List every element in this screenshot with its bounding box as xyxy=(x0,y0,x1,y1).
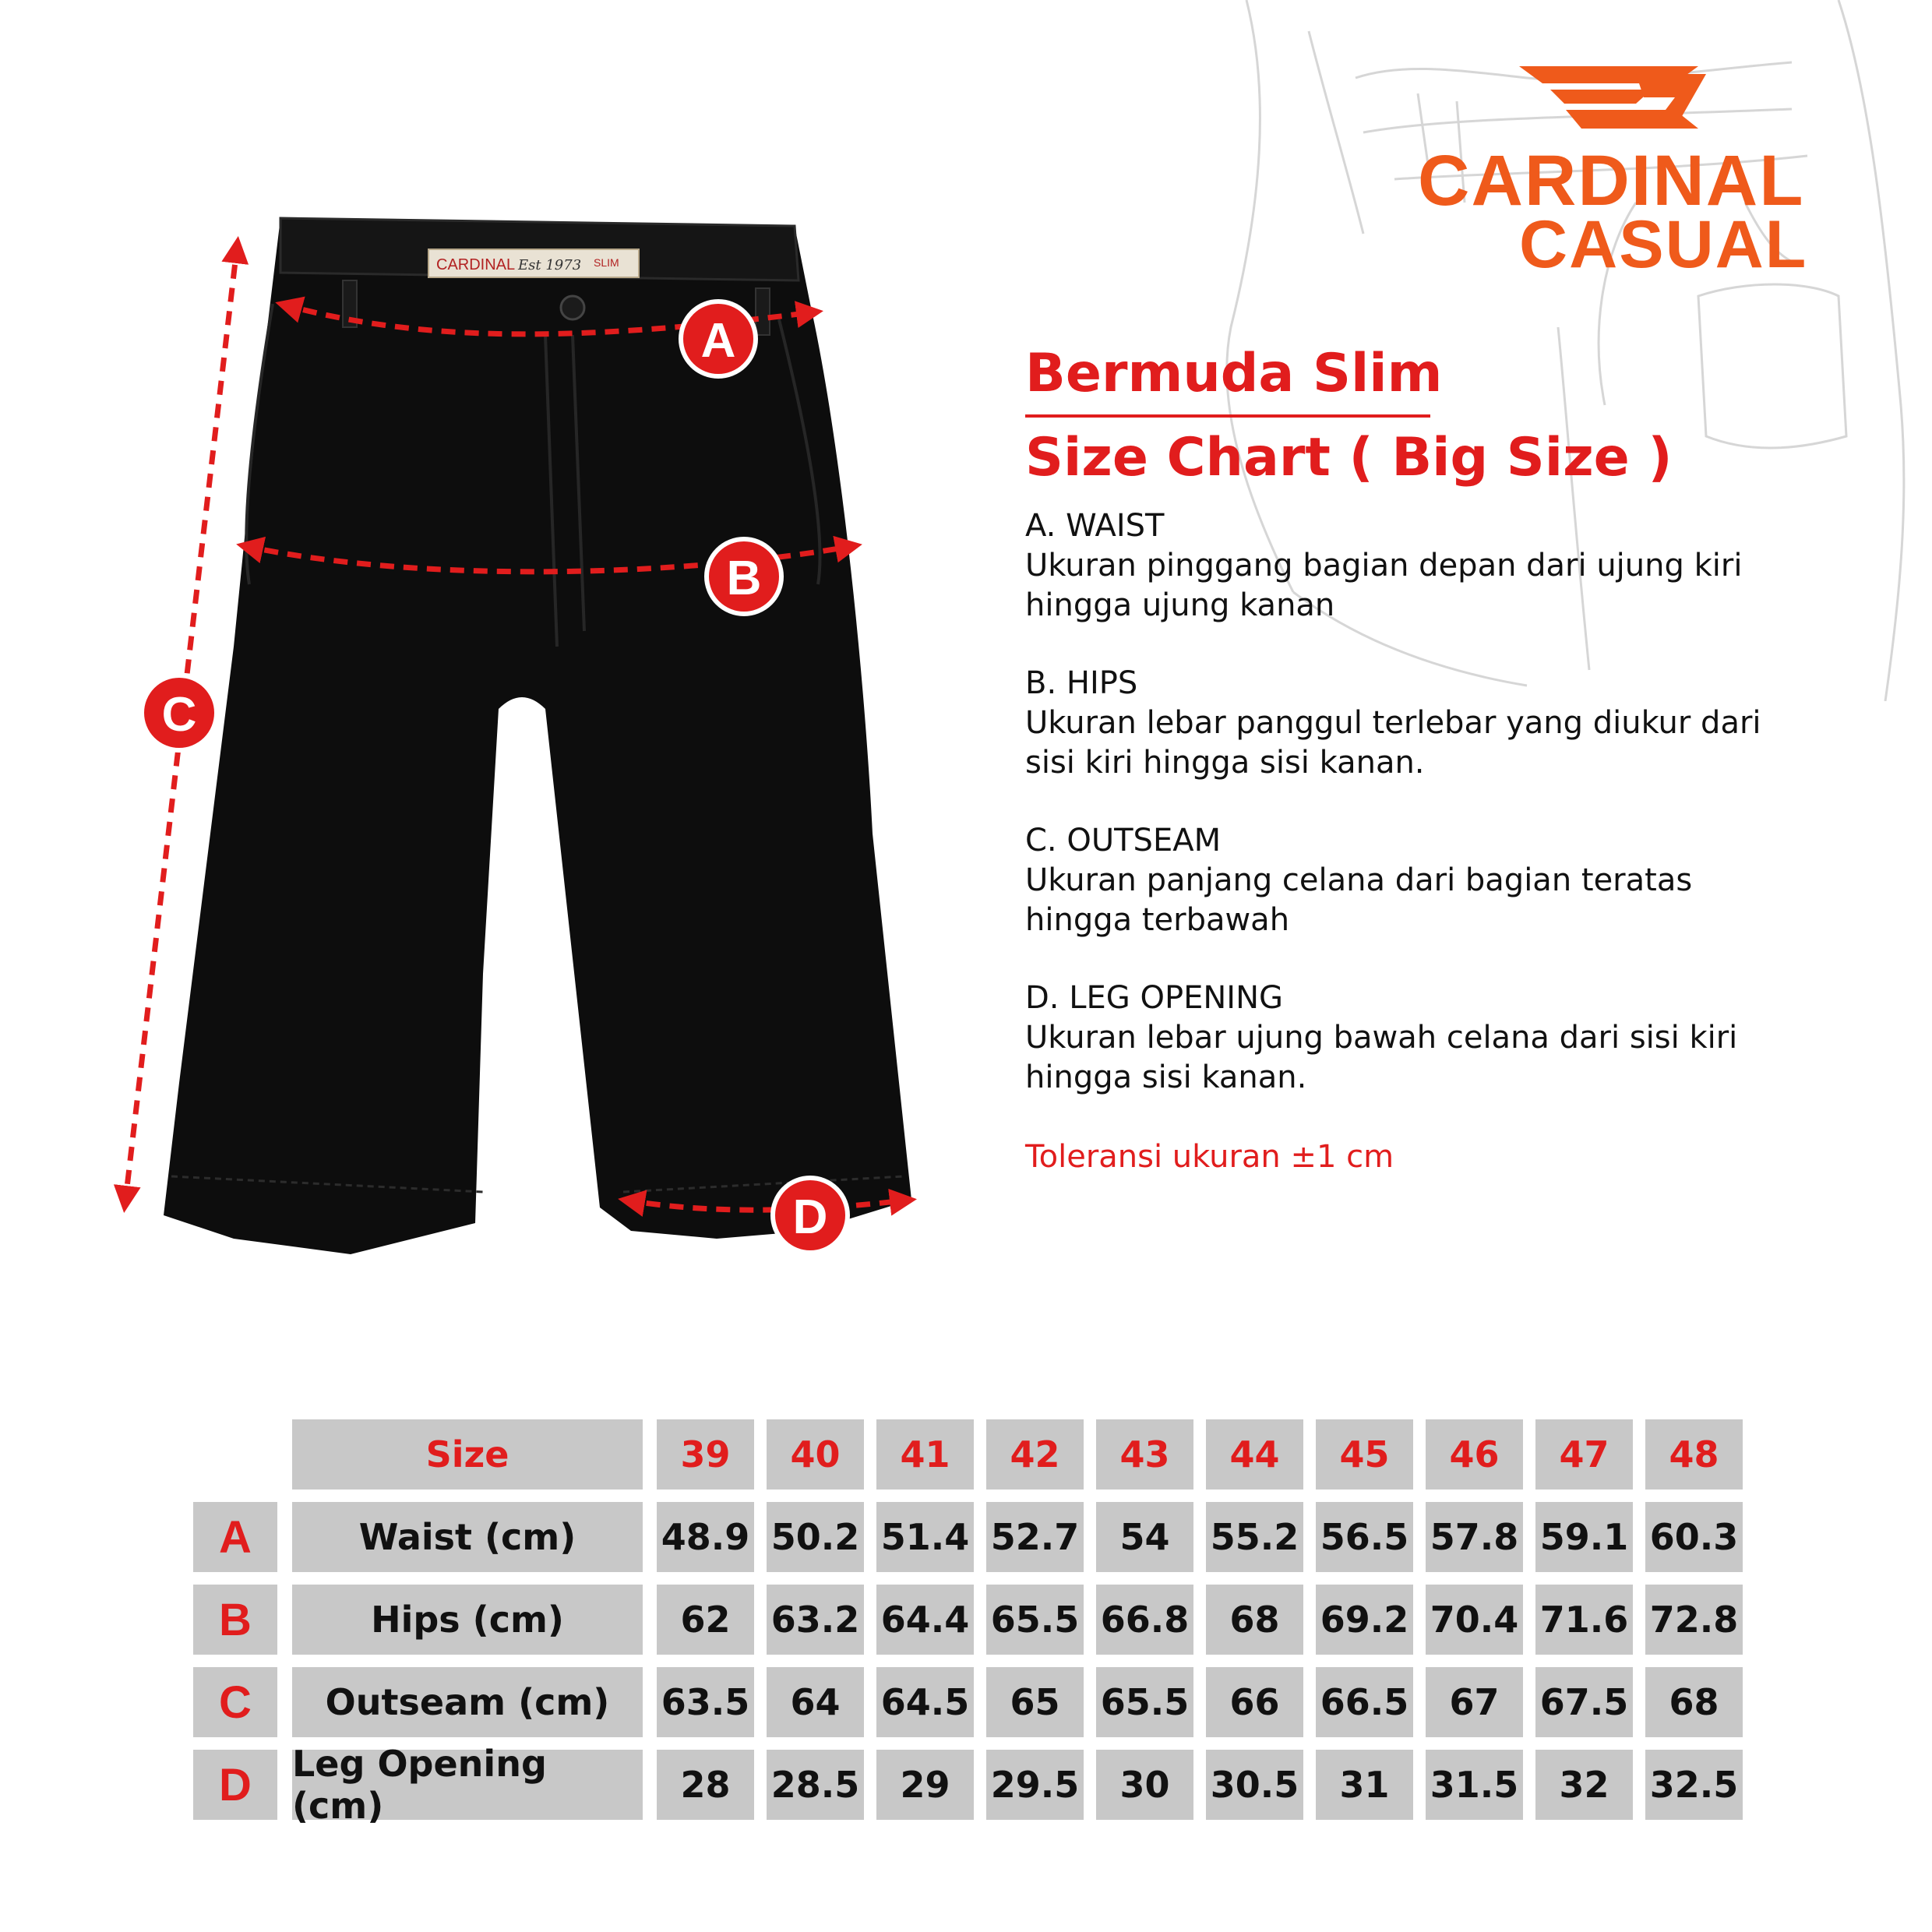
table-cell: 57.8 xyxy=(1426,1502,1523,1572)
size-header-46: 46 xyxy=(1426,1419,1523,1490)
table-cell: 65 xyxy=(986,1667,1084,1737)
marker-b-label: B xyxy=(726,552,762,605)
brand-name-line2: CASUAL xyxy=(1519,207,1808,282)
table-cell: 70.4 xyxy=(1426,1585,1523,1655)
description-waist-text: Ukuran pinggang bagian depan dari ujung kiri hingga ujung kanan xyxy=(1025,548,1743,623)
marker-d-label: D xyxy=(792,1190,828,1244)
table-cell: 63.5 xyxy=(657,1667,754,1737)
table-cell: 62 xyxy=(657,1585,754,1655)
table-cell: 51.4 xyxy=(876,1502,974,1572)
table-cell: 55.2 xyxy=(1206,1502,1303,1572)
size-header-45: 45 xyxy=(1316,1419,1413,1490)
table-cell: 28 xyxy=(657,1750,754,1820)
marker-a xyxy=(681,301,756,376)
size-header-43: 43 xyxy=(1096,1419,1193,1490)
row-label-hips-cm: Hips (cm) xyxy=(292,1585,643,1655)
table-cell: 59.1 xyxy=(1535,1502,1633,1572)
table-cell: 65.5 xyxy=(1096,1667,1193,1737)
description-hips-text: Ukuran lebar panggul terlebar yang diukur dari sisi kiri hingga sisi kanan. xyxy=(1025,705,1761,781)
table-cell: 64.4 xyxy=(876,1585,974,1655)
table-cell: 72.8 xyxy=(1645,1585,1743,1655)
description-waist-heading: A. WAIST xyxy=(1025,508,1165,544)
waistband-label-brand: CARDINAL xyxy=(436,256,516,273)
description-waist xyxy=(1025,506,1804,626)
description-outseam-text: Ukuran panjang celana dari bagian teratas hingga terbawah xyxy=(1025,862,1693,938)
table-cell: 68 xyxy=(1206,1585,1303,1655)
brand-name-line1: CARDINAL xyxy=(1418,141,1805,220)
table-cell: 30.5 xyxy=(1206,1750,1303,1820)
table-cell: 32.5 xyxy=(1645,1750,1743,1820)
brand-logo xyxy=(1418,66,1854,282)
table-cell: 69.2 xyxy=(1316,1585,1413,1655)
size-header-44: 44 xyxy=(1206,1419,1303,1490)
size-header-47: 47 xyxy=(1535,1419,1633,1490)
size-tolerance-note: Toleransi ukuran ±1 cm xyxy=(1025,1139,1394,1175)
row-letter-a: A xyxy=(193,1502,277,1572)
table-cell: 68 xyxy=(1645,1667,1743,1737)
size-chart-subtitle: Size Chart ( Big Size ) xyxy=(1025,427,1673,488)
description-leg-opening xyxy=(1025,978,1804,1098)
table-cell: 64 xyxy=(767,1667,864,1737)
table-cell: 50.2 xyxy=(767,1502,864,1572)
row-letter-c: C xyxy=(193,1667,277,1737)
row-letter-b: B xyxy=(193,1585,277,1655)
waistband-label-fit: SLIM xyxy=(594,256,619,269)
table-cell: 67 xyxy=(1426,1667,1523,1737)
description-outseam-heading: C. OUTSEAM xyxy=(1025,823,1222,858)
waist-button xyxy=(561,296,584,319)
table-cell: 64.5 xyxy=(876,1667,974,1737)
table-cell: 60.3 xyxy=(1645,1502,1743,1572)
shorts-body xyxy=(161,218,911,1254)
brand-emblem-icon xyxy=(1519,66,1722,136)
product-title: Bermuda Slim xyxy=(1025,343,1443,404)
table-cell: 66 xyxy=(1206,1667,1303,1737)
table-cell: 48.9 xyxy=(657,1502,754,1572)
size-header-48: 48 xyxy=(1645,1419,1743,1490)
size-header-40: 40 xyxy=(767,1419,864,1490)
description-hips xyxy=(1025,664,1804,783)
table-cell: 63.2 xyxy=(767,1585,864,1655)
table-cell: 31 xyxy=(1316,1750,1413,1820)
table-cell: 67.5 xyxy=(1535,1667,1633,1737)
row-label-waist-cm: Waist (cm) xyxy=(292,1502,643,1572)
table-cell: 52.7 xyxy=(986,1502,1084,1572)
size-header-42: 42 xyxy=(986,1419,1084,1490)
table-cell: 66.8 xyxy=(1096,1585,1193,1655)
marker-d xyxy=(773,1178,848,1253)
table-cell: 65.5 xyxy=(986,1585,1084,1655)
table-cell: 56.5 xyxy=(1316,1502,1413,1572)
row-label-outseam-cm: Outseam (cm) xyxy=(292,1667,643,1737)
waistband-label-est: Est 1973 xyxy=(518,257,582,273)
description-hips-heading: B. HIPS xyxy=(1025,665,1138,701)
table-cell: 54 xyxy=(1096,1502,1193,1572)
marker-a-label: A xyxy=(700,314,736,368)
table-cell: 71.6 xyxy=(1535,1585,1633,1655)
description-leg-opening-text: Ukuran lebar ujung bawah celana dari sisi kiri hingga sisi kanan. xyxy=(1025,1020,1738,1095)
table-cell: 32 xyxy=(1535,1750,1633,1820)
size-header-label: Size xyxy=(292,1419,643,1490)
row-letter-d: D xyxy=(193,1750,277,1820)
size-header-41: 41 xyxy=(876,1419,974,1490)
description-outseam xyxy=(1025,821,1804,940)
bermuda-shorts-illustration xyxy=(93,210,966,1301)
table-cell: 29.5 xyxy=(986,1750,1084,1820)
marker-c-label: C xyxy=(161,688,197,742)
size-header-39: 39 xyxy=(657,1419,754,1490)
table-cell: 29 xyxy=(876,1750,974,1820)
table-cell: 31.5 xyxy=(1426,1750,1523,1820)
description-leg-opening-heading: D. LEG OPENING xyxy=(1025,980,1284,1016)
row-label-leg-opening-cm: Leg Opening (cm) xyxy=(292,1750,643,1820)
title-underline xyxy=(1025,414,1430,418)
table-cell: 30 xyxy=(1096,1750,1193,1820)
marker-b xyxy=(707,539,781,614)
marker-c xyxy=(142,675,217,750)
table-cell: 28.5 xyxy=(767,1750,864,1820)
table-cell: 66.5 xyxy=(1316,1667,1413,1737)
